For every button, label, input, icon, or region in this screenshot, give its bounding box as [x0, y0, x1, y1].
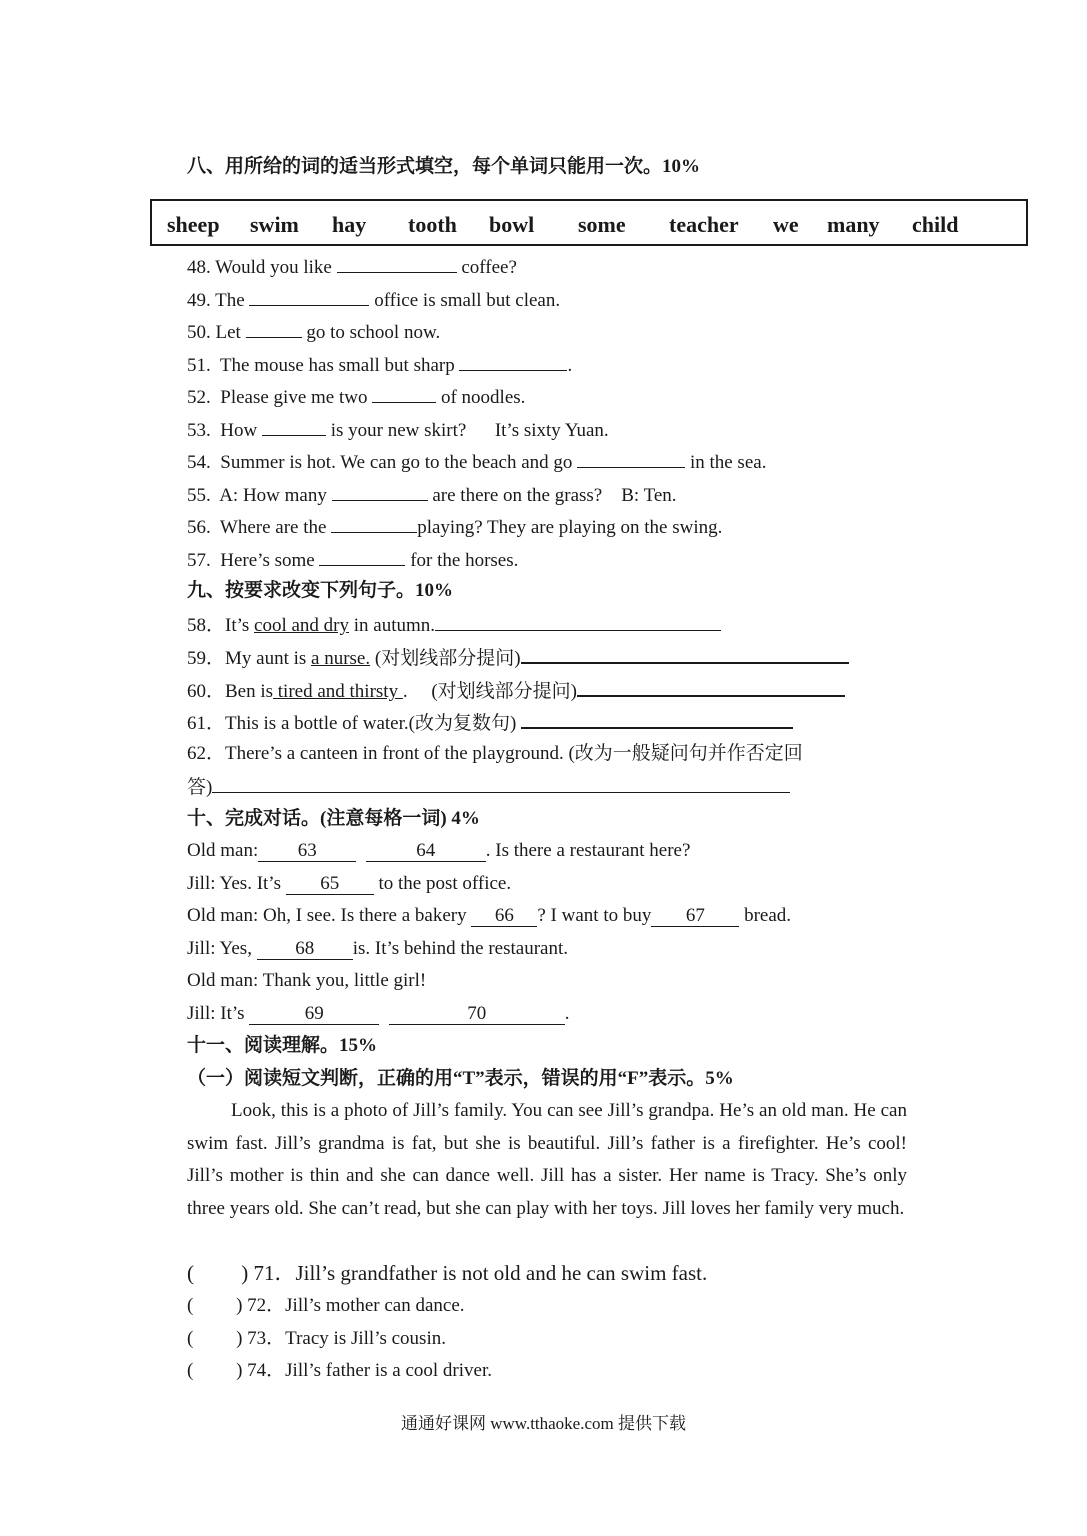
blank[interactable] — [337, 254, 457, 273]
dialogue-line: Jill: It’s 69 70 . — [187, 1003, 570, 1024]
word-bank-item: we — [773, 212, 799, 237]
page-footer: 通通好课网 www.tthaoke.com 提供下载 — [400, 1414, 687, 1433]
section-10-title: 十、完成对话。(注意每格一词) 4% — [187, 808, 480, 829]
word-bank-item: swim — [250, 212, 299, 237]
question-59: 59．My aunt is a nurse. (对划线部分提问) — [187, 644, 849, 671]
dialogue-line: Old man: Thank you, little girl! — [187, 970, 427, 991]
word-bank-item: some — [578, 212, 626, 237]
blank-68[interactable]: 68 — [257, 939, 353, 960]
word-bank-item: tooth — [408, 212, 457, 237]
blank[interactable] — [249, 287, 369, 306]
blank[interactable] — [372, 384, 436, 403]
word-bank-item: teacher — [669, 212, 739, 237]
dialogue-line: Jill: Yes. It’s 65 to the post office. — [187, 873, 512, 894]
answer-line[interactable] — [212, 774, 790, 793]
word-bank-item: sheep — [167, 212, 220, 237]
blank[interactable] — [246, 319, 302, 338]
word-bank-box — [150, 199, 1028, 246]
blank-64[interactable]: 64 — [366, 841, 486, 862]
word-bank-item: bowl — [489, 212, 535, 237]
question-72: ( ) 72．Jill’s mother can dance. — [187, 1295, 465, 1316]
word-bank-item: many — [827, 212, 880, 237]
reading-passage: Look, this is a photo of Jill’s family. You can see Jill’s grandpa. He’s an old man. He can swim fast. Jill’s grandma is fat, but she is beautiful. Jill’s father is a firefighter. He’s cool! Jill’s mother is thin and she can dance well. Jill has a sister. Her name is Tracy. She’s only three years old. She can’t read, but she can play with her toys. Jill loves her family very much. — [187, 1100, 907, 1219]
blank-69[interactable]: 69 — [249, 1004, 379, 1025]
blank-66[interactable]: 66 — [471, 906, 537, 927]
question-73: ( ) 73．Tracy is Jill’s cousin. — [187, 1328, 446, 1349]
blank-65[interactable]: 65 — [286, 874, 374, 895]
dialogue-line: Jill: Yes, 68 is. It’s behind the restaurant. — [187, 938, 568, 959]
dialogue-line: Old man: Oh, I see. Is there a bakery 66 ? I want to buy 67 bread. — [187, 905, 792, 926]
question-61: 61．This is a bottle of water.(改为复数句) — [187, 709, 793, 736]
answer-line[interactable] — [435, 612, 721, 631]
question-54: 54. Summer is hot. We can go to the beach and go in the sea. — [187, 449, 766, 475]
question-58: 58．It’s cool and dry in autumn. — [187, 612, 721, 638]
section-8-title: 八、用所给的词的适当形式填空，每个单词只能用一次。10% — [187, 156, 701, 177]
blank[interactable] — [331, 514, 417, 533]
section-9-title: 九、按要求改变下列句子。10% — [187, 580, 454, 601]
question-62: 62．There’s a canteen in front of the playground. (改为一般疑问句并作否定回 — [187, 743, 803, 764]
blank[interactable] — [319, 547, 405, 566]
blank[interactable] — [262, 417, 326, 436]
blank-67[interactable]: 67 — [651, 906, 739, 927]
answer-line[interactable] — [521, 709, 793, 729]
word-bank-item: child — [912, 212, 959, 237]
blank[interactable] — [332, 482, 428, 501]
question-71: ( ) 71．Jill’s grandfather is not old and he can swim fast. — [187, 1261, 708, 1285]
question-53: 53. How is your new skirt? It’s sixty Yuan. — [187, 417, 609, 443]
question-56: 56. Where are the playing? They are playing on the swing. — [187, 514, 722, 540]
question-50: 50. Let go to school now. — [187, 319, 440, 345]
section-11-sub1: （一）阅读短文判断，正确的用“T”表示，错误的用“F”表示。5% — [187, 1068, 734, 1089]
question-51: 51. The mouse has small but sharp . — [187, 352, 572, 378]
section-11-title: 十一、阅读理解。15% — [187, 1035, 378, 1056]
question-55: 55. A: How many are there on the grass? B: Ten. — [187, 482, 677, 508]
question-62-continued: 答) — [187, 774, 790, 800]
word-bank-item: hay — [332, 212, 367, 237]
question-74: ( ) 74．Jill’s father is a cool driver. — [187, 1360, 492, 1381]
blank[interactable] — [459, 352, 567, 371]
question-48: 48. Would you like coffee? — [187, 254, 517, 280]
question-49: 49. The office is small but clean. — [187, 287, 560, 313]
question-52: 52. Please give me two of noodles. — [187, 384, 525, 410]
dialogue-line: Old man: 63 64 . Is there a restaurant here? — [187, 840, 691, 861]
answer-line[interactable] — [521, 644, 849, 664]
blank-63[interactable]: 63 — [258, 841, 356, 862]
question-57: 57. Here’s some for the horses. — [187, 547, 518, 573]
blank[interactable] — [577, 449, 685, 468]
answer-line[interactable] — [577, 677, 845, 697]
blank-70[interactable]: 70 — [389, 1004, 565, 1025]
question-60: 60．Ben is tired and thirsty . (对划线部分提问) — [187, 677, 845, 704]
